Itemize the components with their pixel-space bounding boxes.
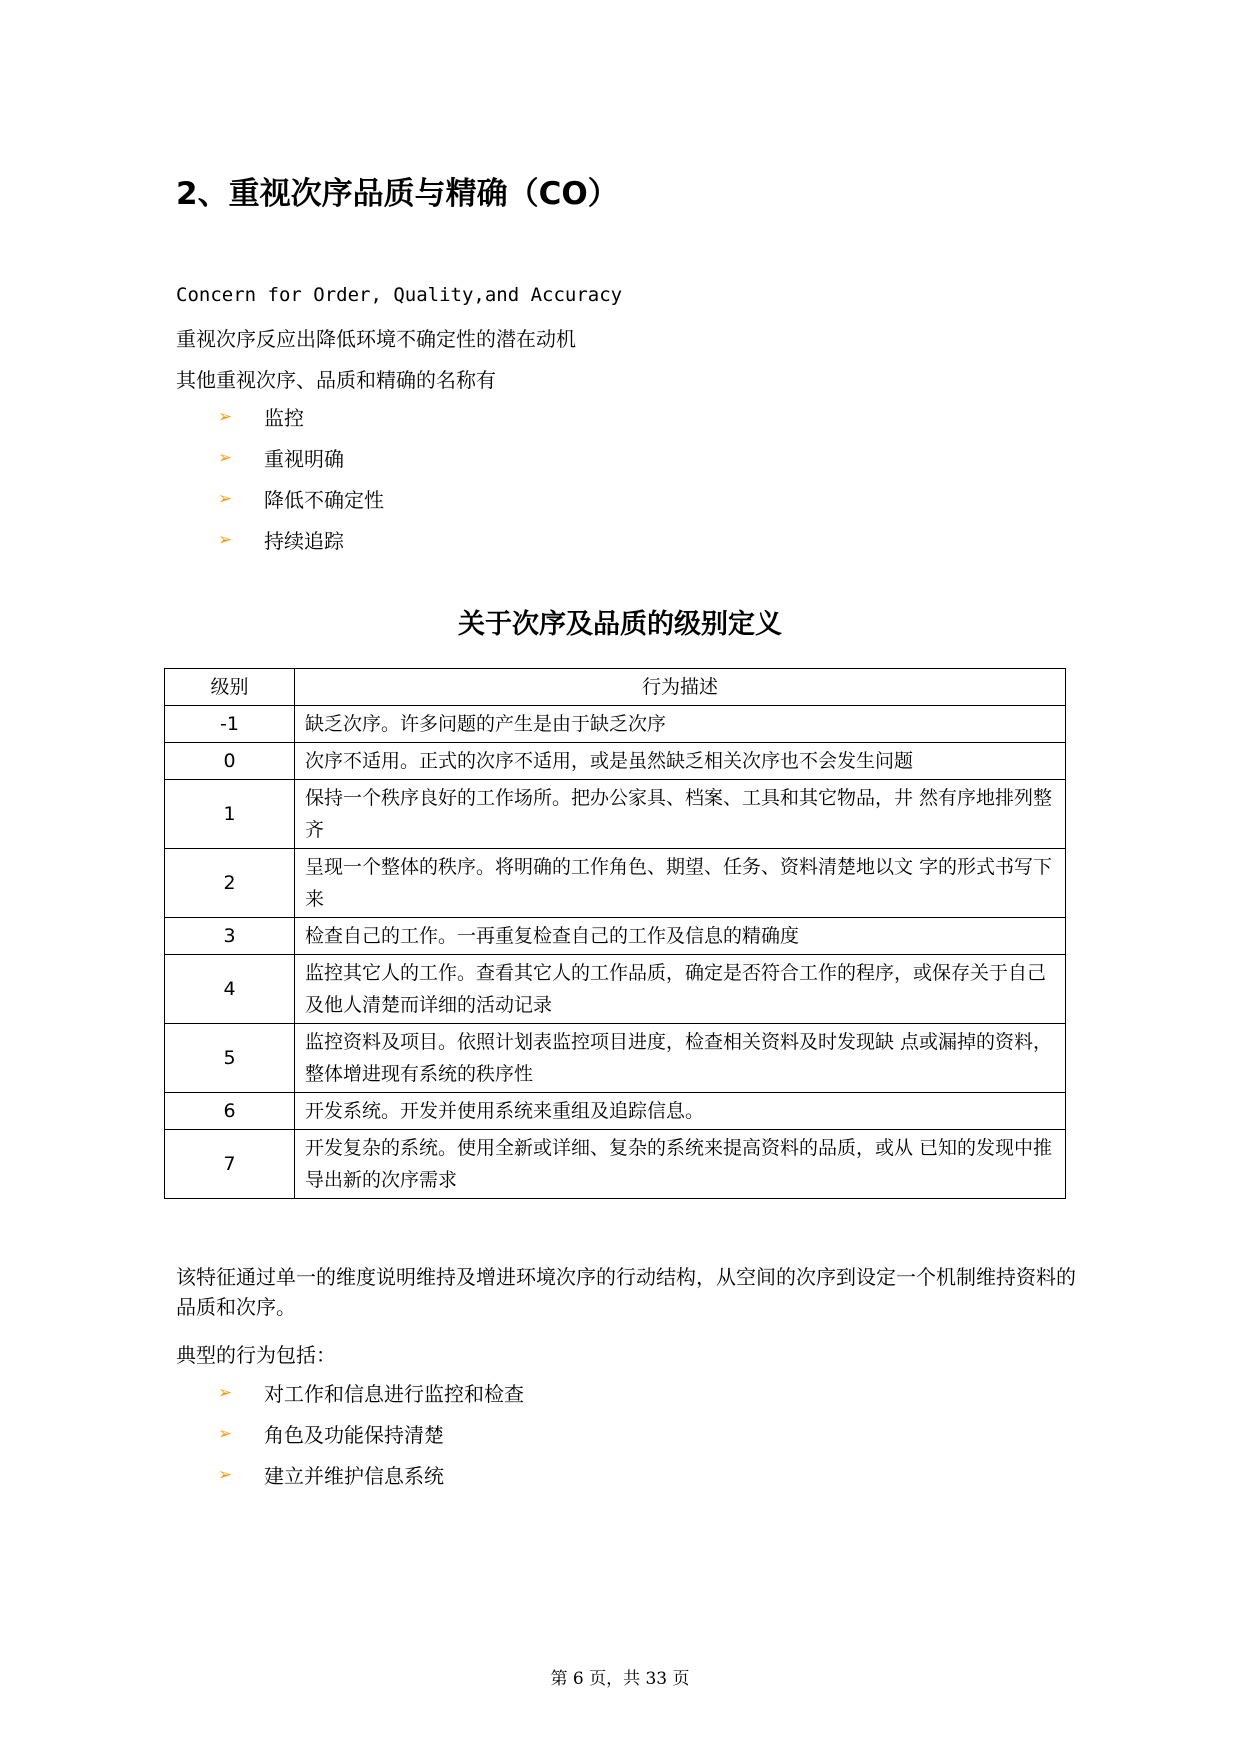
list-item xyxy=(218,1413,524,1454)
behaviors-label: 典型的行为包括： xyxy=(176,1343,336,1367)
list-item xyxy=(218,1454,524,1495)
section-heading: 2、重视次序品质与精确（CO） xyxy=(176,176,619,212)
level-cell: -1 xyxy=(165,706,295,743)
list-item xyxy=(218,519,384,560)
list-item-label: 降低不确定性 xyxy=(264,488,384,512)
list-item xyxy=(218,437,384,478)
list-item xyxy=(218,396,384,437)
list-item-label: 角色及功能保持清楚 xyxy=(264,1423,444,1447)
arrow-bullet-icon: ➢ xyxy=(218,1423,233,1444)
table-row xyxy=(165,955,1066,1024)
table-row xyxy=(165,743,1066,780)
column-header-description: 行为描述 xyxy=(295,669,1066,706)
description-cell: 次序不适用。正式的次序不适用，或是虽然缺乏相关次序也不会发生问题 xyxy=(295,743,1066,780)
list-item-label: 建立并维护信息系统 xyxy=(264,1464,444,1488)
description-cell: 开发系统。开发并使用系统来重组及追踪信息。 xyxy=(295,1093,1066,1130)
level-cell: 2 xyxy=(165,849,295,918)
english-title: Concern for Order, Quality,and Accuracy xyxy=(176,284,623,306)
table-header-row xyxy=(165,669,1066,706)
level-cell: 6 xyxy=(165,1093,295,1130)
table-row xyxy=(165,849,1066,918)
table-row xyxy=(165,780,1066,849)
table-row xyxy=(165,1024,1066,1093)
table-row xyxy=(165,1130,1066,1199)
description-cell: 保持一个秩序良好的工作场所。把办公家具、档案、工具和其它物品，井 然有序地排列整齐 xyxy=(295,780,1066,849)
page-footer: 第 6 页，共 33 页 xyxy=(550,1669,690,1689)
other-names-label: 其他重视次序、品质和精确的名称有 xyxy=(176,368,496,392)
list-item-label: 对工作和信息进行监控和检查 xyxy=(264,1382,524,1406)
list-item-label: 持续追踪 xyxy=(264,529,344,553)
arrow-bullet-icon: ➢ xyxy=(218,488,233,509)
level-cell: 7 xyxy=(165,1130,295,1199)
table-row xyxy=(165,706,1066,743)
level-cell: 3 xyxy=(165,918,295,955)
description-cell: 呈现一个整体的秩序。将明确的工作角色、期望、任务、资料清楚地以文 字的形式书写下来 xyxy=(295,849,1066,918)
list-item xyxy=(218,478,384,519)
column-header-level: 级别 xyxy=(165,669,295,706)
level-cell: 1 xyxy=(165,780,295,849)
description-cell: 监控其它人的工作。查看其它人的工作品质，确定是否符合工作的程序，或保存关于自己及他人清楚而详细的活动记录 xyxy=(295,955,1066,1024)
arrow-bullet-icon: ➢ xyxy=(218,529,233,550)
other-names-list xyxy=(218,396,384,560)
level-cell: 0 xyxy=(165,743,295,780)
behaviors-list xyxy=(218,1372,524,1495)
arrow-bullet-icon: ➢ xyxy=(218,1382,233,1403)
list-item-label: 监控 xyxy=(264,406,304,430)
description-cell: 监控资料及项目。依照计划表监控项目进度，检查相关资料及时发现缺 点或漏掉的资料， 整体增进现有系统的秩序性 xyxy=(295,1024,1066,1093)
arrow-bullet-icon: ➢ xyxy=(218,406,233,427)
table-title: 关于次序及品质的级别定义 xyxy=(458,609,782,640)
arrow-bullet-icon: ➢ xyxy=(218,1464,233,1485)
description-cell: 缺乏次序。许多问题的产生是由于缺乏次序 xyxy=(295,706,1066,743)
arrow-bullet-icon: ➢ xyxy=(218,447,233,468)
description-cell: 开发复杂的系统。使用全新或详细、复杂的系统来提高资料的品质，或从 已知的发现中推导出新的次序需求 xyxy=(295,1130,1066,1199)
intro-text: 重视次序反应出降低环境不确定性的潜在动机 xyxy=(176,327,576,351)
table-row xyxy=(165,1093,1066,1130)
list-item-label: 重视明确 xyxy=(264,447,344,471)
list-item xyxy=(218,1372,524,1413)
description-cell: 检查自己的工作。一再重复检查自己的工作及信息的精确度 xyxy=(295,918,1066,955)
summary-paragraph: 该特征通过单一的维度说明维持及增进环境次序的行动结构，从空间的次序到设定一个机制维持资料的品质和次序。 xyxy=(176,1265,1076,1319)
level-definition-table xyxy=(164,668,1066,1199)
table-row xyxy=(165,918,1066,955)
level-cell: 5 xyxy=(165,1024,295,1093)
level-cell: 4 xyxy=(165,955,295,1024)
